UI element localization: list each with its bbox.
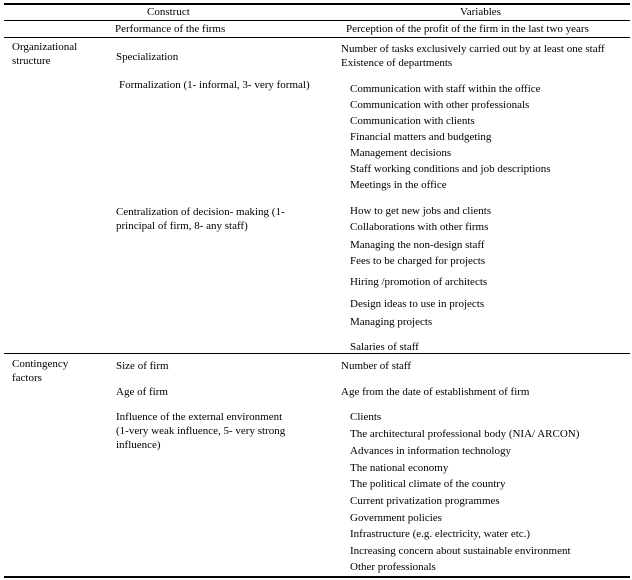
specialization-var-1: Existence of departments [341,57,453,69]
specialization-label: Specialization [116,51,179,63]
size-label: Size of firm [116,360,169,372]
table-top-rule [4,3,630,5]
formalization-var-1: Communication with other professionals [350,99,530,111]
specialization-var-0: Number of tasks exclusively carried out by at least one staff [341,43,605,55]
external-var-6: Government policies [350,512,442,524]
formalization-var-2: Communication with clients [350,115,475,127]
centralization-var-7: Salaries of staff [350,341,419,353]
formalization-var-6: Meetings in the office [350,179,447,191]
subheader-rule [4,37,630,38]
external-var-2: Advances in information technology [350,445,511,457]
age-label: Age of firm [116,386,168,398]
section-divider-rule [4,353,630,354]
header-variables: Variables [460,6,501,18]
size-variable: Number of staff [341,360,412,372]
centralization-label-line1: Centralization of decision- making (1- [116,206,285,218]
external-var-9: Other professionals [350,561,436,573]
external-var-4: The political climate of the country [350,478,506,490]
external-var-7: Infrastructure (e.g. electricity, water etc.) [350,528,531,540]
external-var-5: Current privatization programmes [350,495,500,507]
centralization-var-4: Hiring /promotion of architects [350,276,488,288]
header-construct: Construct [147,6,190,18]
centralization-var-0: How to get new jobs and clients [350,205,492,217]
external-var-3: The national economy [350,462,449,474]
age-variable: Age from the date of establishment of firm [341,386,530,398]
formalization-var-4: Management decisions [350,147,452,159]
formalization-var-5: Staff working conditions and job descriptions [350,163,551,175]
centralization-var-6: Managing projects [350,316,433,328]
centralization-var-5: Design ideas to use in projects [350,298,485,310]
formalization-label: Formalization (1- informal, 3- very formal) [119,79,310,91]
external-var-0: Clients [350,411,382,423]
centralization-var-3: Fees to be charged for projects [350,255,486,267]
subheader-perception: Perception of the profit of the firm in the last two years [346,23,589,35]
subheader-performance: Performance of the firms [115,23,226,35]
header-rule [4,20,630,21]
centralization-var-2: Managing the non-design staff [350,239,485,251]
external-label-line2: (1-very weak influence, 5- very strong [116,425,286,437]
contingency-label-line2: factors [12,372,42,384]
contingency-label-line1: Contingency [12,358,69,370]
org-label-line1: Organizational [12,41,78,53]
org-label-line2: structure [12,55,51,67]
external-var-1: The architectural professional body (NIA/ ARCON) [350,428,580,440]
external-label-line3: influence) [116,439,161,451]
centralization-var-1: Collaborations with other firms [350,221,489,233]
centralization-label-line2: principal of firm, 8- any staff) [116,220,248,232]
external-var-8: Increasing concern about sustainable environment [350,545,571,557]
external-label-line1: Influence of the external environment [116,411,283,423]
table-bottom-rule [4,576,630,578]
formalization-var-0: Communication with staff within the office [350,83,541,95]
formalization-var-3: Financial matters and budgeting [350,131,492,143]
